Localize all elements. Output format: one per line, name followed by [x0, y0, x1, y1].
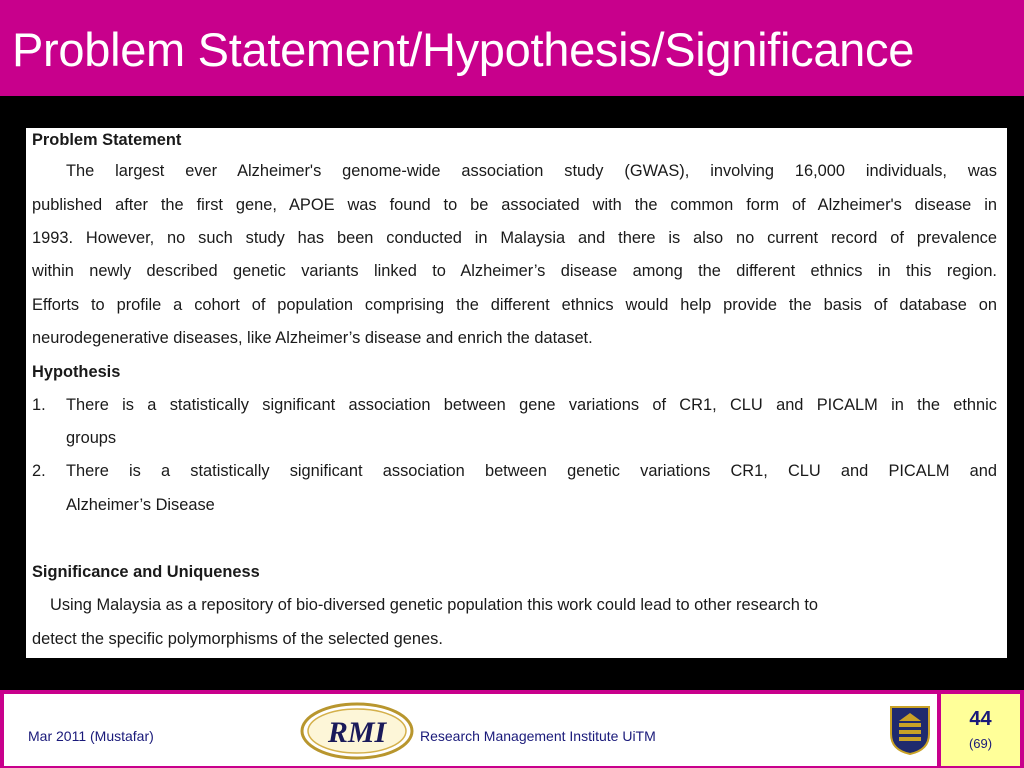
rmi-logo	[300, 702, 414, 760]
footer-date-author: Mar 2011 (Mustafar)	[28, 728, 154, 744]
significance-line: detect the specific polymorphisms of the selected genes.	[32, 630, 443, 648]
significance-line: Using Malaysia as a repository of bio-diversed genetic population this work could lead to other research to	[50, 596, 819, 614]
problem-line: published after the first gene, APOE was found to be associated with the common form of Alzheimer's disease in	[32, 196, 997, 214]
problem-line: within newly described genetic variants linked to Alzheimer’s disease among the different ethnics in this region.	[32, 262, 997, 280]
problem-line: The largest ever Alzheimer's genome-wide association study (GWAS), involving 16,000 individuals, was	[66, 162, 997, 180]
problem-line: 1993. However, no such study has been conducted in Malaysia and there is also no current record of prevalence	[32, 229, 997, 247]
significance-heading: Significance and Uniqueness	[32, 563, 260, 581]
slide-title: Problem Statement/Hypothesis/Significance	[12, 23, 915, 76]
hypothesis-heading: Hypothesis	[32, 363, 121, 381]
page-number: 44	[969, 708, 992, 730]
hypothesis-number: 1.	[32, 396, 46, 414]
hypothesis-number: 2.	[32, 462, 46, 480]
hypothesis-line: There is a statistically significant association between gene variations of CR1, CLU and PICALM in the ethnic	[66, 396, 997, 414]
document-image	[26, 128, 1007, 658]
hypothesis-line: Alzheimer’s Disease	[66, 496, 215, 514]
problem-heading: Problem Statement	[32, 131, 182, 149]
footer	[4, 694, 937, 766]
problem-line: Efforts to profile a cohort of population comprising the different ethnics would help provide the basis of database on	[32, 296, 997, 314]
page-number-box	[941, 694, 1020, 766]
page-total: (69)	[968, 736, 993, 751]
hypothesis-line: groups	[66, 429, 117, 447]
uitm-crest-logo	[888, 704, 932, 756]
rmi-logo-text: RMI	[327, 716, 387, 749]
hypothesis-line: There is a statistically significant association between genetic variations CR1, CLU and PICALM and	[66, 462, 997, 480]
problem-line: neurodegenerative diseases, like Alzheimer’s disease and enrich the dataset.	[32, 329, 593, 347]
footer-institute: Research Management Institute UiTM	[420, 728, 656, 744]
title-bar	[0, 0, 1024, 96]
